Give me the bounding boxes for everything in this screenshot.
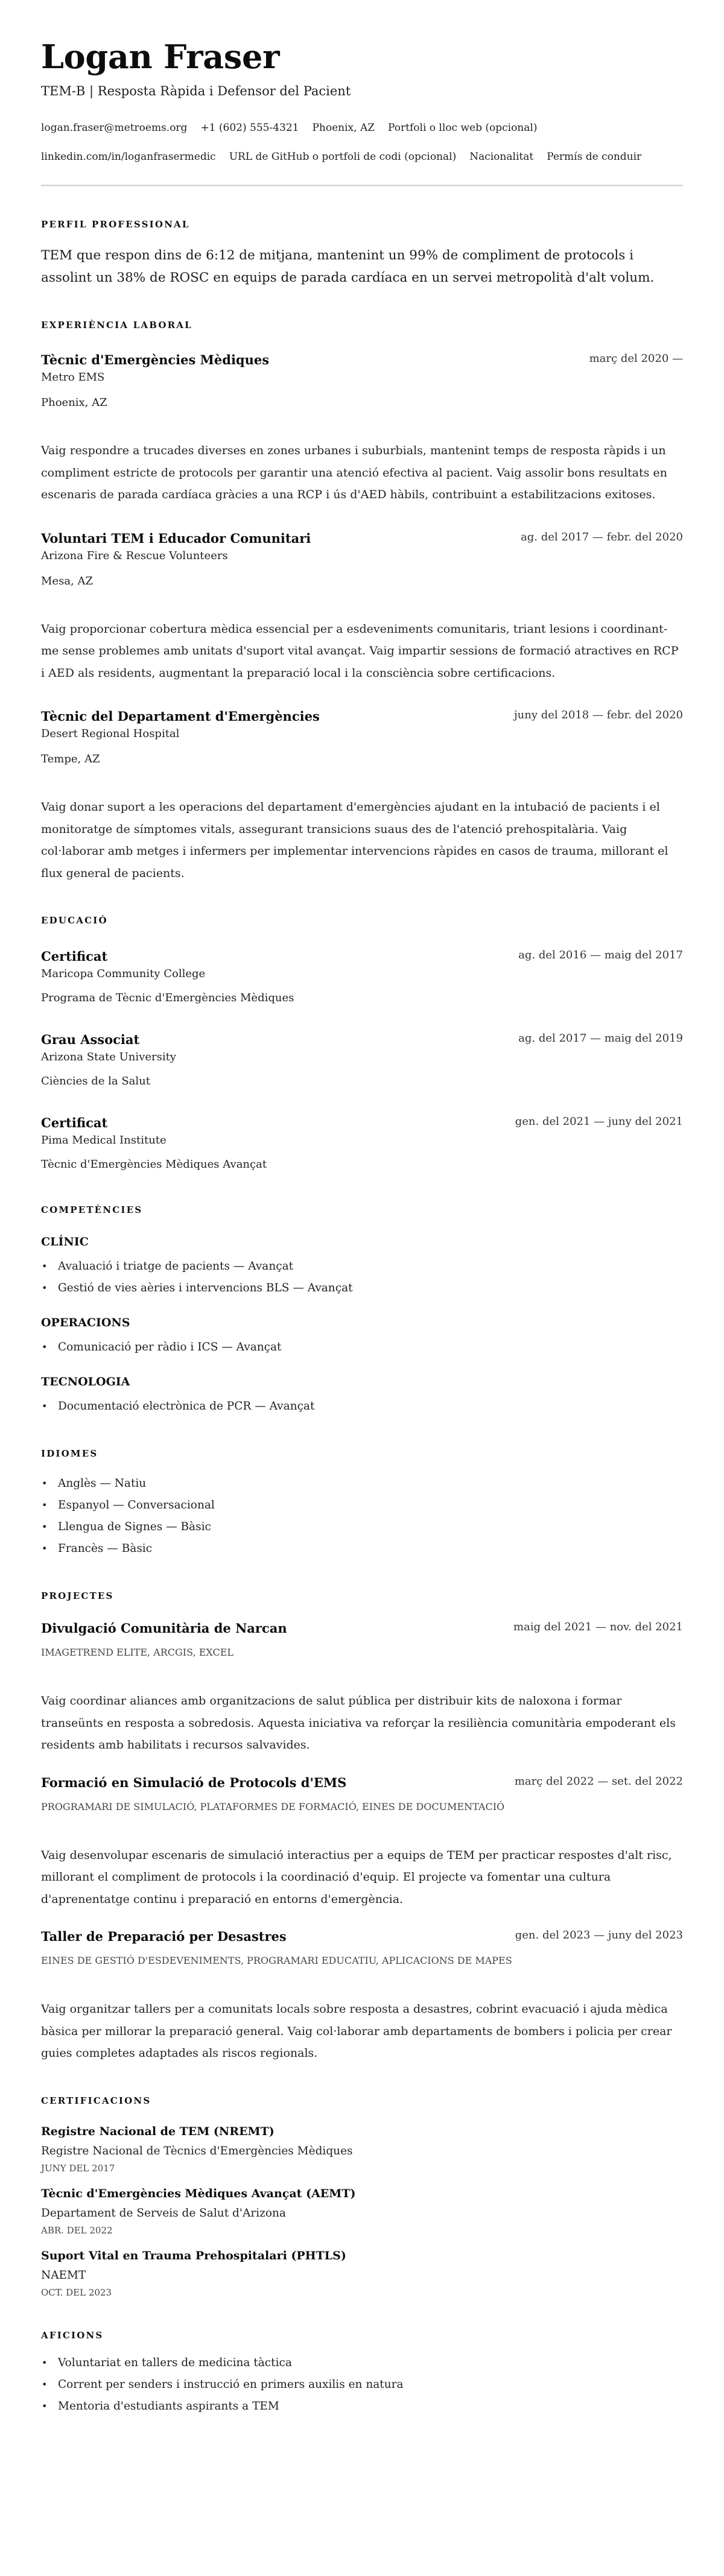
skill-group-technology: TECNOLOGIA bbox=[41, 1375, 130, 1388]
field-of-study: Programa de Tècnic d'Emergències Mèdiques bbox=[41, 992, 294, 1004]
education-item bbox=[41, 1031, 683, 1090]
skill-list bbox=[41, 1337, 683, 1358]
section-experience bbox=[41, 319, 683, 884]
section-languages bbox=[41, 1448, 683, 1560]
job-title: Tècnic d'Emergències Mèdiques bbox=[41, 352, 270, 367]
certification-issuer: NAEMT bbox=[41, 2268, 86, 2282]
certification-date: ABR. DEL 2022 bbox=[41, 2224, 113, 2236]
project-dates: març del 2022 — set. del 2022 bbox=[514, 1774, 683, 1788]
hobby-list bbox=[41, 2352, 683, 2417]
certification-issuer: Departament de Serveis de Salut d'Arizona bbox=[41, 2206, 286, 2220]
project-description: Vaig coordinar aliances amb organitzacions de salut pública per distribuir kits de naloxona i formar transeünts en resposta a sobredosis. Aquesta iniciativa va reforçar la resiliència comunitària empoderant els residents amb habilitats i recursos salvavides. bbox=[41, 1694, 676, 1752]
job-dates: juny del 2018 — febr. del 2020 bbox=[514, 709, 683, 721]
candidate-name: Logan Fraser bbox=[41, 37, 280, 76]
education-dates: ag. del 2017 — maig del 2019 bbox=[518, 1032, 683, 1045]
skill-item: • Documentació electrònica de PCR — Avançat bbox=[41, 1396, 683, 1417]
skill-group-clinical: CLÍNIC bbox=[41, 1235, 89, 1248]
certification-issuer: Registre Nacional de Tècnics d'Emergències Mèdiques bbox=[41, 2144, 353, 2157]
experience-item bbox=[41, 708, 683, 884]
project-description: Vaig desenvolupar escenaris de simulació interactius per a equips de TEM per practicar respostes d'alt risc, millorant el compliment de protocols i la coordinació d'equip. El projecte va fomentar una cultura d'aprenentatge continu i preparació en entorns d'emergència. bbox=[41, 1848, 672, 1906]
job-dates: ag. del 2017 — febr. del 2020 bbox=[521, 530, 683, 543]
section-certifications bbox=[41, 2095, 683, 2299]
certification-item bbox=[41, 2124, 683, 2175]
education-dates: gen. del 2021 — juny del 2021 bbox=[515, 1115, 683, 1128]
resume-header bbox=[41, 37, 683, 186]
degree-title: Certificat bbox=[41, 949, 108, 964]
summary-text: TEM que respon dins de 6:12 de mitjana, mantenint un 99% de compliment de protocols i assolint un 38% de ROSC en equips de parada cardíaca en un servei metropolità d'alt volum. bbox=[41, 248, 655, 285]
contact-linkedin[interactable]: linkedin.com/in/loganfrasermedic bbox=[41, 151, 216, 163]
project-item bbox=[41, 1928, 683, 2065]
job-title: Voluntari TEM i Educador Comunitari bbox=[41, 530, 311, 546]
education-item bbox=[41, 948, 683, 1007]
job-description: Vaig donar suport a les operacions del departament d'emergències ajudant en la intubació de pacients i el monitoratge de símptomes vitals, assegurant transicions suaus des de l'atenció prehospitalària. Vaig col·laborar amb metges i infermers per implementar intervencions ràpides en casos de trauma, millorant el flux general de pacients. bbox=[41, 800, 668, 880]
project-technologies: IMAGETREND ELITE, ARCGIS, EXCEL bbox=[41, 1647, 234, 1658]
project-technologies: EINES DE GESTIÓ D'ESDEVENIMENTS, PROGRAMARI EDUCATIU, APLICACIONS DE MAPES bbox=[41, 1955, 512, 1966]
education-dates: ag. del 2016 — maig del 2017 bbox=[518, 949, 683, 961]
section-summary bbox=[41, 218, 683, 289]
skill-list bbox=[41, 1396, 683, 1417]
section-title-education: EDUCACIÓ bbox=[41, 915, 108, 926]
section-title-skills: COMPETÈNCIES bbox=[41, 1204, 143, 1215]
project-title: Taller de Preparació per Desastres bbox=[41, 1929, 287, 1944]
candidate-headline: TEM-B | Resposta Ràpida i Defensor del Pacient bbox=[41, 84, 351, 98]
language-list bbox=[41, 1473, 683, 1560]
project-title: Formació en Simulació de Protocols d'EMS bbox=[41, 1774, 347, 1790]
section-education bbox=[41, 914, 683, 1174]
project-title: Divulgació Comunitària de Narcan bbox=[41, 1621, 287, 1636]
skill-group-operations: OPERACIONS bbox=[41, 1316, 130, 1329]
skill-list bbox=[41, 1256, 683, 1299]
section-title-hobbies: AFICIONS bbox=[41, 2329, 104, 2341]
contact-github[interactable]: URL de GitHub o portfoli de codi (opcional) bbox=[229, 151, 457, 163]
skill-item: • Comunicació per ràdio i ICS — Avançat bbox=[41, 1337, 683, 1358]
language-item: • Francès — Bàsic bbox=[41, 1538, 683, 1560]
field-of-study: Tècnic d'Emergències Mèdiques Avançat bbox=[41, 1158, 267, 1171]
project-dates: gen. del 2023 — juny del 2023 bbox=[515, 1929, 683, 1941]
job-company: Metro EMS bbox=[41, 371, 105, 384]
section-skills bbox=[41, 1204, 683, 1417]
contact-email[interactable]: logan.fraser@metroems.org bbox=[41, 122, 188, 134]
job-location: Mesa, AZ bbox=[41, 574, 94, 587]
skill-item: • Avaluació i triatge de pacients — Avançat bbox=[41, 1256, 683, 1277]
job-location: Phoenix, AZ bbox=[41, 396, 107, 409]
contact-location: Phoenix, AZ bbox=[312, 122, 375, 134]
job-description: Vaig respondre a trucades diverses en zones urbanes i suburbials, mantenint temps de resposta ràpids i un compliment estricte de protocols per garantir una atenció efectiva al pacient. Vaig assolir bons resultats en escenaris de parada cardíaca gràcies a una RCP i ús d'AED hàbils, contribuint a estabilitzacions exitoses. bbox=[41, 444, 667, 501]
language-item: • Anglès — Natiu bbox=[41, 1473, 683, 1495]
project-dates: maig del 2021 — nov. del 2021 bbox=[513, 1621, 683, 1633]
certification-item bbox=[41, 2186, 683, 2237]
job-description: Vaig proporcionar cobertura mèdica essencial per a esdeveniments comunitaris, triant lesions i coordinant-me sense problemes amb unitats d'suport vital avançat. Vaig impartir sessions de formació atractives en RCP i AED als residents, augmentant la preparació local i la consciència sobre certificacions. bbox=[41, 622, 679, 680]
project-technologies: PROGRAMARI DE SIMULACIÓ, PLATAFORMES DE FORMACIÓ, EINES DE DOCUMENTACIÓ bbox=[41, 1800, 505, 1812]
certification-title: Registre Nacional de TEM (NREMT) bbox=[41, 2124, 275, 2138]
certification-title: Tècnic d'Emergències Mèdiques Avançat (AEMT) bbox=[41, 2186, 356, 2200]
school-name: Pima Medical Institute bbox=[41, 1134, 167, 1147]
hobby-item: • Mentoria d'estudiants aspirants a TEM bbox=[41, 2396, 683, 2417]
section-title-experience: EXPERIÈNCIA LABORAL bbox=[41, 320, 192, 331]
job-dates: març del 2020 — bbox=[589, 352, 683, 365]
section-hobbies bbox=[41, 2329, 683, 2417]
job-location: Tempe, AZ bbox=[41, 753, 100, 765]
certification-date: JUNY DEL 2017 bbox=[41, 2162, 115, 2174]
job-title: Tècnic del Departament d'Emergències bbox=[41, 709, 320, 724]
certification-title: Suport Vital en Trauma Prehospitalari (PHTLS) bbox=[41, 2248, 346, 2262]
school-name: Maricopa Community College bbox=[41, 967, 206, 980]
section-title-summary: PERFIL PROFESSIONAL bbox=[41, 219, 190, 230]
skill-item: • Gestió de vies aèries i intervencions BLS — Avançat bbox=[41, 1277, 683, 1299]
project-item bbox=[41, 1620, 683, 1756]
section-title-languages: IDIOMES bbox=[41, 1448, 98, 1459]
certification-date: OCT. DEL 2023 bbox=[41, 2286, 112, 2298]
degree-title: Certificat bbox=[41, 1115, 108, 1130]
job-company: Arizona Fire & Rescue Volunteers bbox=[41, 549, 228, 562]
section-title-certifications: CERTIFICACIONS bbox=[41, 2095, 151, 2106]
project-item bbox=[41, 1774, 683, 1911]
school-name: Arizona State University bbox=[41, 1051, 176, 1063]
language-item: • Espanyol — Conversacional bbox=[41, 1495, 683, 1516]
language-item: • Llengua de Signes — Bàsic bbox=[41, 1516, 683, 1538]
job-company: Desert Regional Hospital bbox=[41, 727, 180, 740]
field-of-study: Ciències de la Salut bbox=[41, 1075, 150, 1087]
degree-title: Grau Associat bbox=[41, 1032, 140, 1047]
certification-item bbox=[41, 2248, 683, 2299]
contact-info bbox=[41, 113, 683, 171]
hobby-item: • Voluntariat en tallers de medicina tàctica bbox=[41, 2352, 683, 2374]
contact-driving-license: Permís de conduir bbox=[547, 151, 642, 163]
project-description: Vaig organitzar tallers per a comunitats locals sobre resposta a desastres, cobrint evacuació i ajuda mèdica bàsica per millorar la preparació general. Vaig col·laborar amb departaments de bombers i policia per crear guies completes adaptades als riscos regionals. bbox=[41, 2002, 672, 2060]
contact-phone[interactable]: +1 (602) 555-4321 bbox=[200, 122, 299, 134]
education-item bbox=[41, 1115, 683, 1174]
header-divider bbox=[41, 185, 683, 186]
section-title-projects: PROJECTES bbox=[41, 1590, 114, 1601]
contact-website[interactable]: Portfoli o lloc web (opcional) bbox=[388, 122, 538, 134]
contact-nationality: Nacionalitat bbox=[469, 151, 534, 163]
section-projects bbox=[41, 1590, 683, 2065]
experience-item bbox=[41, 352, 683, 506]
hobby-item: • Corrent per senders i instrucció en primers auxilis en natura bbox=[41, 2374, 683, 2396]
experience-item bbox=[41, 530, 683, 685]
